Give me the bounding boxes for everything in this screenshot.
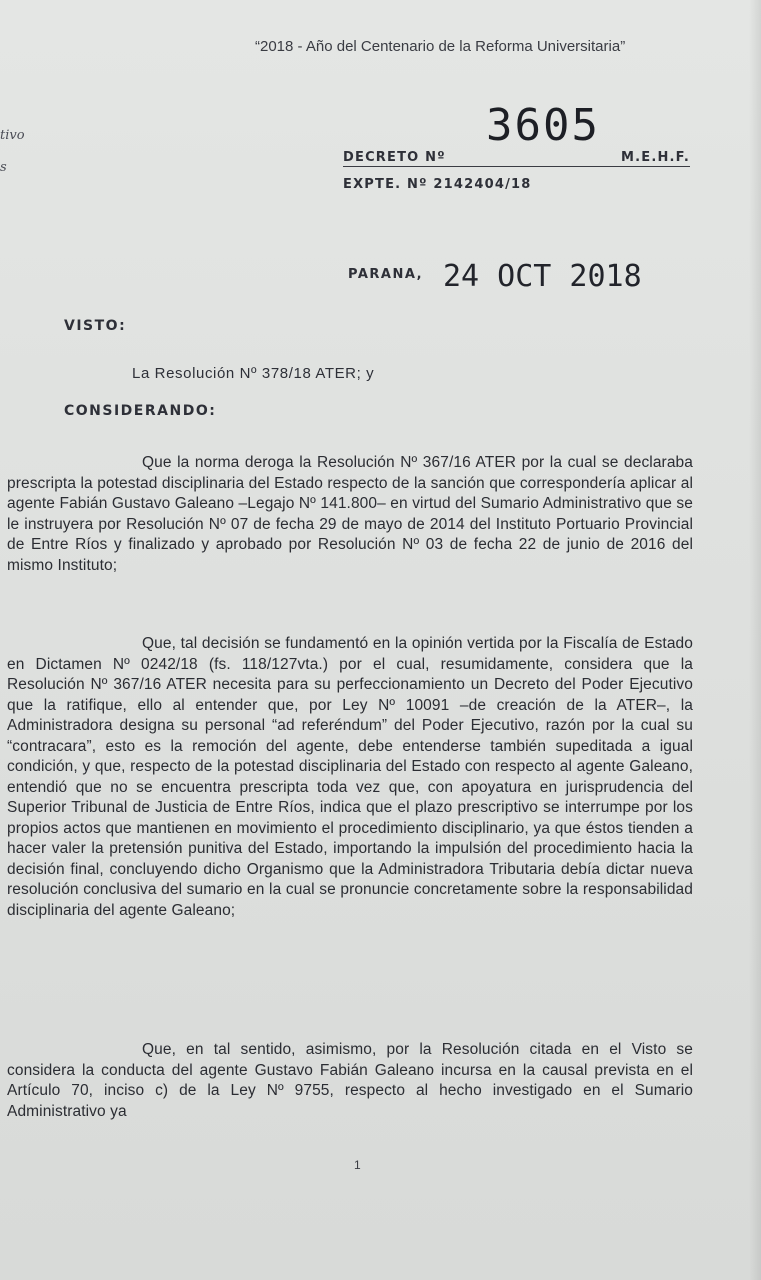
ministry-code: M.E.H.F.	[620, 150, 690, 165]
margin-fragment: tivo	[0, 128, 25, 143]
decree-line	[343, 150, 690, 167]
visto-heading: VISTO:	[64, 318, 127, 334]
decree-label: DECRETO Nº	[343, 150, 446, 165]
page-number: 1	[354, 1158, 361, 1172]
decree-number-stamp: 3605	[486, 100, 600, 151]
considerando-paragraph: Que, tal decisión se fundamentó en la opinión vertida por la Fiscalía de Estado en Dictamen Nº 0242/18 (fs. 118/127vta.) por el cual, resumidamente, considera que la Resolución Nº 367/16 ATER necesita para su perfeccionamiento un Decreto del Poder Ejecutivo que la ratifique, ello al entender que, por Ley Nº 10091 –de creación de la ATER–, la Administradora designa su personal “ad referéndum” del Poder Ejecutivo, razón por la cual su “contracara”, esto es la remoción del agente, debe entenderse también supeditada a igual condición, y que, respecto de la potestad disciplinaria del Estado con respecto al agente Galeano, entendió que no se encuentra prescripta toda vez que, con apoyatura en jurisprudencia del Superior Tribunal de Justicia de Entre Ríos, indica que el plazo prescriptivo se interrumpe por los propios actos que mantienen en movimiento el procedimiento disciplinario, ya que éstos tienden a hacer valer la pretensión punitiva del Estado, importando la impulsión del procedimiento hacia la decisión final, concluyendo dicho Organismo que la Administradora Tributaria debía dictar nueva resolución conclusiva del sumario en la cual se pronuncie concretamente sobre la responsabilidad disciplinaria del agente Galeano;	[7, 635, 693, 919]
considerando-paragraph: Que la norma deroga la Resolución Nº 367/16 ATER por la cual se declaraba prescripta la potestad disciplinaria del Estado respecto de la sanción que correspondería aplicar al agente Fabián Gustavo Galeano –Legajo Nº 141.800– en virtud del Sumario Administrativo que se le instruyera por Resolución Nº 07 de fecha 29 de mayo de 2014 del Instituto Portuario Provincial de Entre Ríos y finalizado y aprobado por Resolución Nº 03 de fecha 22 de junio de 2016 del mismo Instituto;	[7, 454, 693, 574]
date-stamp: 24 OCT 2018	[443, 259, 642, 294]
considerando-paragraph: Que, en tal sentido, asimismo, por la Resolución citada en el Visto se considera la conducta del agente Gustavo Fabián Galeano incursa en la causal prevista en el Artículo 70, inciso c) de la Ley Nº 9755, respecto al hecho investigado en el Sumario Administrativo ya	[7, 1041, 693, 1120]
considerando-heading: CONSIDERANDO:	[64, 403, 217, 419]
dateline-city: PARANA,	[348, 267, 424, 282]
paper-edge-shadow	[749, 0, 761, 1280]
year-motto: “2018 - Año del Centenario de la Reforma Universitaria”	[255, 38, 626, 55]
expediente-number: EXPTE. Nº 2142404/18	[343, 177, 532, 192]
visto-text: La Resolución Nº 378/18 ATER; y	[132, 365, 375, 382]
margin-fragment: s	[0, 160, 7, 175]
